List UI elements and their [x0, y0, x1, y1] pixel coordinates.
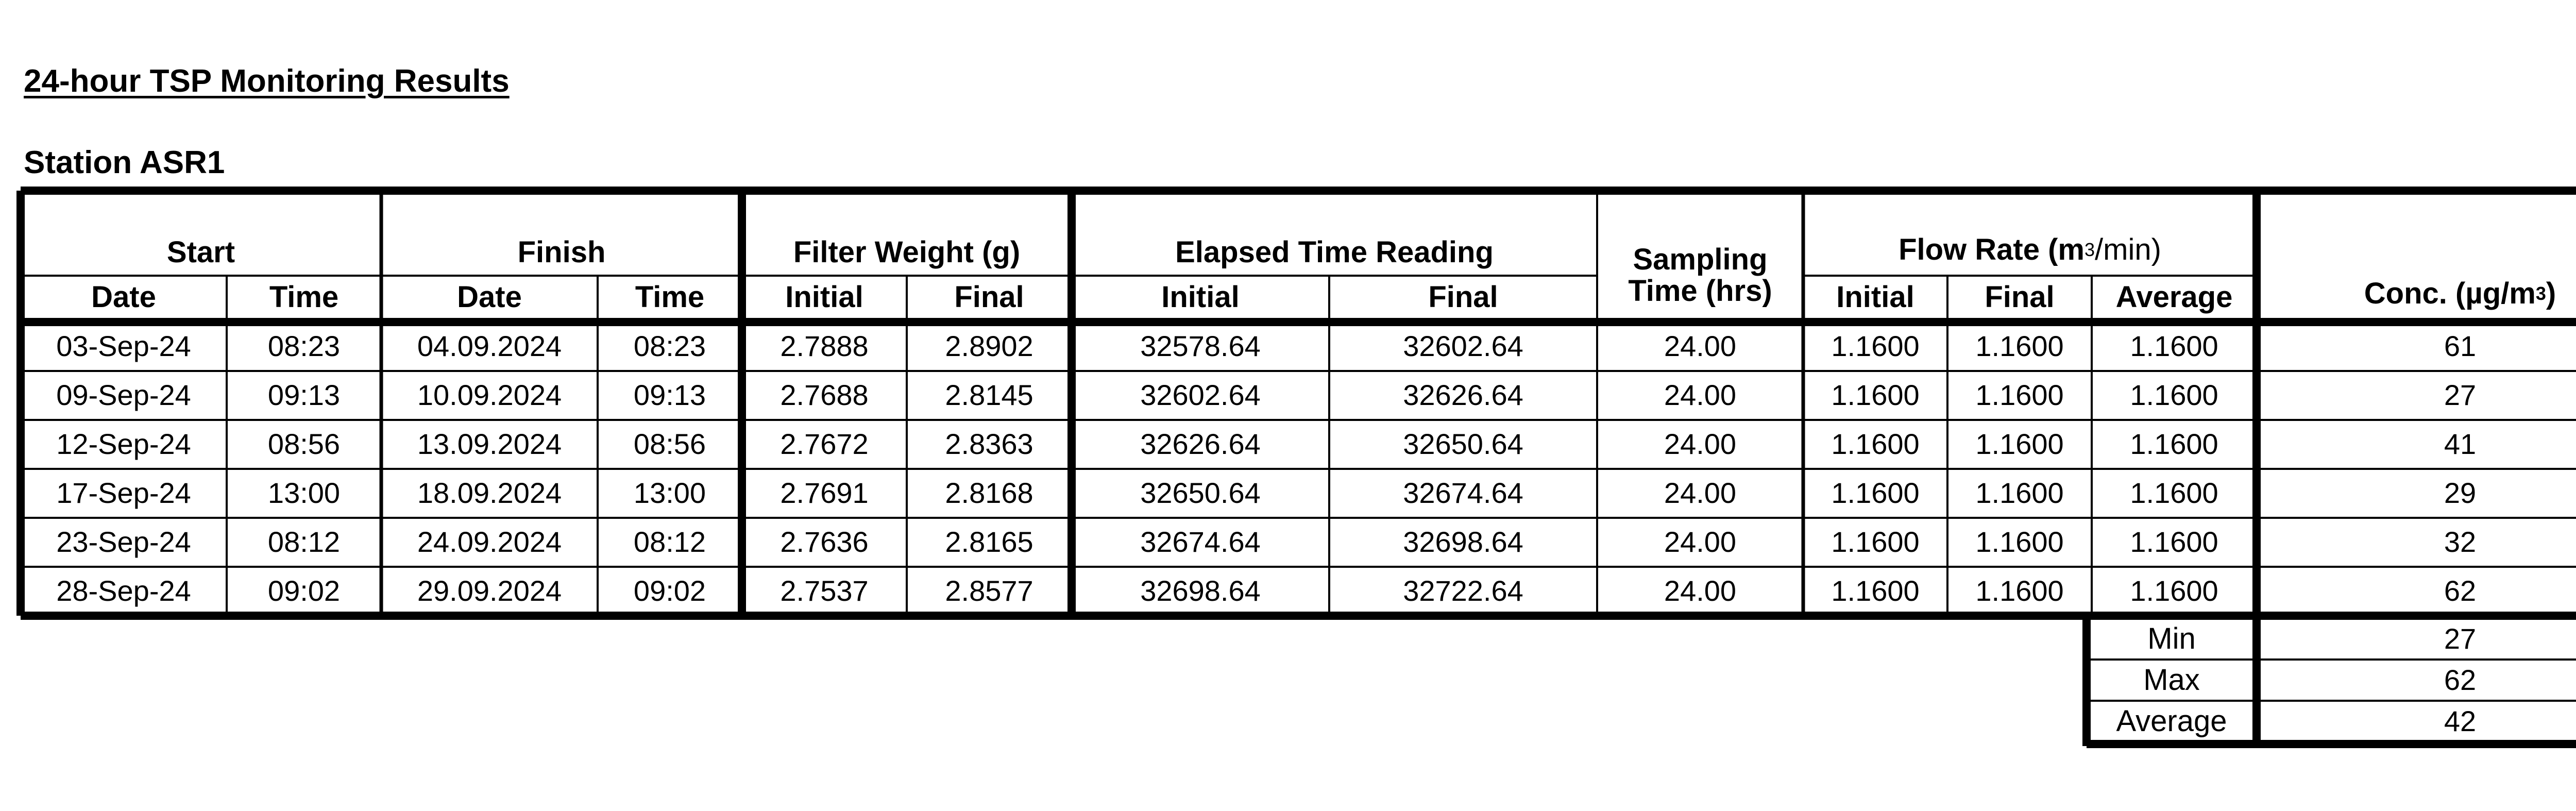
header-start: Start	[166, 235, 235, 269]
cell-et-initial: 32650.64	[1140, 477, 1261, 510]
cell-sampling: 24.00	[1664, 428, 1737, 461]
summary-label: Average	[2116, 704, 2227, 738]
summary-label: Max	[2143, 663, 2200, 697]
cell-fr-final: 1.1600	[1975, 379, 2064, 412]
header-flow-rate-sup: 3	[2084, 239, 2095, 261]
cell-finish-date: 04.09.2024	[417, 330, 562, 363]
cell-finish-time: 09:02	[633, 575, 706, 607]
header-sampling-line2: Time (hrs)	[1628, 274, 1772, 308]
cell-finish-time: 08:23	[633, 330, 706, 363]
cell-conc: 62	[2444, 575, 2477, 607]
cell-conc: 61	[2444, 330, 2477, 363]
cell-fr-initial: 1.1600	[1831, 526, 1920, 559]
subheader-et-initial: Initial	[1161, 280, 1240, 314]
cell-et-final: 32626.64	[1403, 379, 1523, 412]
cell-fr-average: 1.1600	[2130, 575, 2218, 607]
header-sampling-time	[1597, 229, 1803, 322]
cell-sampling: 24.00	[1664, 330, 1737, 363]
cell-fw-final: 2.8577	[945, 575, 1033, 607]
cell-start-date: 17-Sep-24	[56, 477, 191, 510]
cell-fr-initial: 1.1600	[1831, 330, 1920, 363]
cell-fr-final: 1.1600	[1975, 575, 2064, 607]
cell-fw-final: 2.8363	[945, 428, 1033, 461]
cell-fr-average: 1.1600	[2130, 379, 2218, 412]
page-title: 24-hour TSP Monitoring Results	[24, 63, 510, 99]
station-label: Station ASR1	[24, 145, 225, 180]
subheader-start-date: Date	[91, 280, 156, 314]
cell-conc: 32	[2444, 526, 2477, 559]
cell-sampling: 24.00	[1664, 477, 1737, 510]
header-conc-text: Conc. (µg/m	[2364, 276, 2536, 310]
cell-fw-initial: 2.7691	[780, 477, 869, 510]
cell-fr-final: 1.1600	[1975, 428, 2064, 461]
cell-fw-final: 2.8902	[945, 330, 1033, 363]
cell-et-final: 32650.64	[1403, 428, 1523, 461]
cell-start-date: 09-Sep-24	[56, 379, 191, 412]
cell-et-initial: 32578.64	[1140, 330, 1261, 363]
header-concentration	[2267, 268, 2576, 319]
cell-finish-date: 13.09.2024	[417, 428, 562, 461]
cell-et-initial: 32602.64	[1140, 379, 1261, 412]
cell-start-time: 08:56	[267, 428, 341, 461]
cell-start-time: 08:23	[267, 330, 341, 363]
cell-et-initial: 32698.64	[1140, 575, 1261, 607]
cell-finish-time: 13:00	[633, 477, 706, 510]
cell-start-time: 13:00	[267, 477, 341, 510]
cell-et-final: 32698.64	[1403, 526, 1523, 559]
cell-fr-initial: 1.1600	[1831, 428, 1920, 461]
subheader-fr-initial: Initial	[1836, 280, 1914, 314]
cell-et-initial: 32674.64	[1140, 526, 1261, 559]
subheader-fw-initial: Initial	[785, 280, 863, 314]
cell-fr-average: 1.1600	[2130, 526, 2218, 559]
header-finish: Finish	[517, 235, 606, 269]
cell-finish-time: 09:13	[633, 379, 706, 412]
cell-sampling: 24.00	[1664, 575, 1737, 607]
header-flow-rate-text: Flow Rate (m	[1899, 232, 2084, 266]
subheader-finish-date: Date	[457, 280, 522, 314]
cell-conc: 29	[2444, 477, 2477, 510]
header-filter-weight: Filter Weight (g)	[793, 235, 1021, 269]
cell-finish-date: 24.09.2024	[417, 526, 562, 559]
cell-fr-final: 1.1600	[1975, 526, 2064, 559]
header-conc-tail: )	[2546, 276, 2556, 310]
subheader-finish-time: Time	[635, 280, 705, 314]
cell-et-initial: 32626.64	[1140, 428, 1261, 461]
cell-start-time: 09:02	[267, 575, 341, 607]
cell-finish-time: 08:56	[633, 428, 706, 461]
subheader-fr-average: Average	[2115, 280, 2233, 314]
cell-fr-initial: 1.1600	[1831, 379, 1920, 412]
header-conc-sup: 3	[2535, 283, 2546, 305]
subheader-fw-final: Final	[954, 280, 1024, 314]
cell-fw-initial: 2.7888	[780, 330, 869, 363]
header-sampling-line1: Sampling	[1633, 243, 1768, 277]
summary-value: 42	[2444, 704, 2477, 737]
cell-finish-date: 10.09.2024	[417, 379, 562, 412]
cell-fw-initial: 2.7672	[780, 428, 869, 461]
cell-fr-average: 1.1600	[2130, 330, 2218, 363]
cell-start-date: 12-Sep-24	[56, 428, 191, 461]
header-elapsed-time: Elapsed Time Reading	[1175, 235, 1494, 269]
summary-label: Min	[2147, 621, 2196, 655]
header-flow-rate-tail: /min)	[2095, 232, 2161, 266]
cell-fr-final: 1.1600	[1975, 477, 2064, 510]
cell-fw-initial: 2.7636	[780, 526, 869, 559]
cell-sampling: 24.00	[1664, 526, 1737, 559]
cell-start-date: 23-Sep-24	[56, 526, 191, 559]
subheader-et-final: Final	[1428, 280, 1498, 314]
cell-fw-final: 2.8165	[945, 526, 1033, 559]
cell-finish-time: 08:12	[633, 526, 706, 559]
summary-value: 62	[2444, 663, 2477, 696]
cell-fr-initial: 1.1600	[1831, 477, 1920, 510]
cell-start-time: 09:13	[267, 379, 341, 412]
subheader-fr-final: Final	[1985, 280, 2055, 314]
cell-fw-final: 2.8168	[945, 477, 1033, 510]
subheader-start-time: Time	[269, 280, 339, 314]
cell-fw-final: 2.8145	[945, 379, 1033, 412]
header-flow-rate	[1803, 224, 2257, 276]
cell-et-final: 32722.64	[1403, 575, 1523, 607]
cell-fw-initial: 2.7537	[780, 575, 869, 607]
cell-fw-initial: 2.7688	[780, 379, 869, 412]
summary-value: 27	[2444, 622, 2477, 655]
cell-conc: 27	[2444, 379, 2477, 412]
cell-finish-date: 29.09.2024	[417, 575, 562, 607]
cell-start-time: 08:12	[267, 526, 341, 559]
cell-fr-initial: 1.1600	[1831, 575, 1920, 607]
cell-et-final: 32602.64	[1403, 330, 1523, 363]
cell-conc: 41	[2444, 428, 2477, 461]
cell-et-final: 32674.64	[1403, 477, 1523, 510]
cell-fr-average: 1.1600	[2130, 477, 2218, 510]
cell-sampling: 24.00	[1664, 379, 1737, 412]
cell-fr-average: 1.1600	[2130, 428, 2218, 461]
cell-start-date: 28-Sep-24	[56, 575, 191, 607]
cell-start-date: 03-Sep-24	[56, 330, 191, 363]
cell-fr-final: 1.1600	[1975, 330, 2064, 363]
cell-finish-date: 18.09.2024	[417, 477, 562, 510]
